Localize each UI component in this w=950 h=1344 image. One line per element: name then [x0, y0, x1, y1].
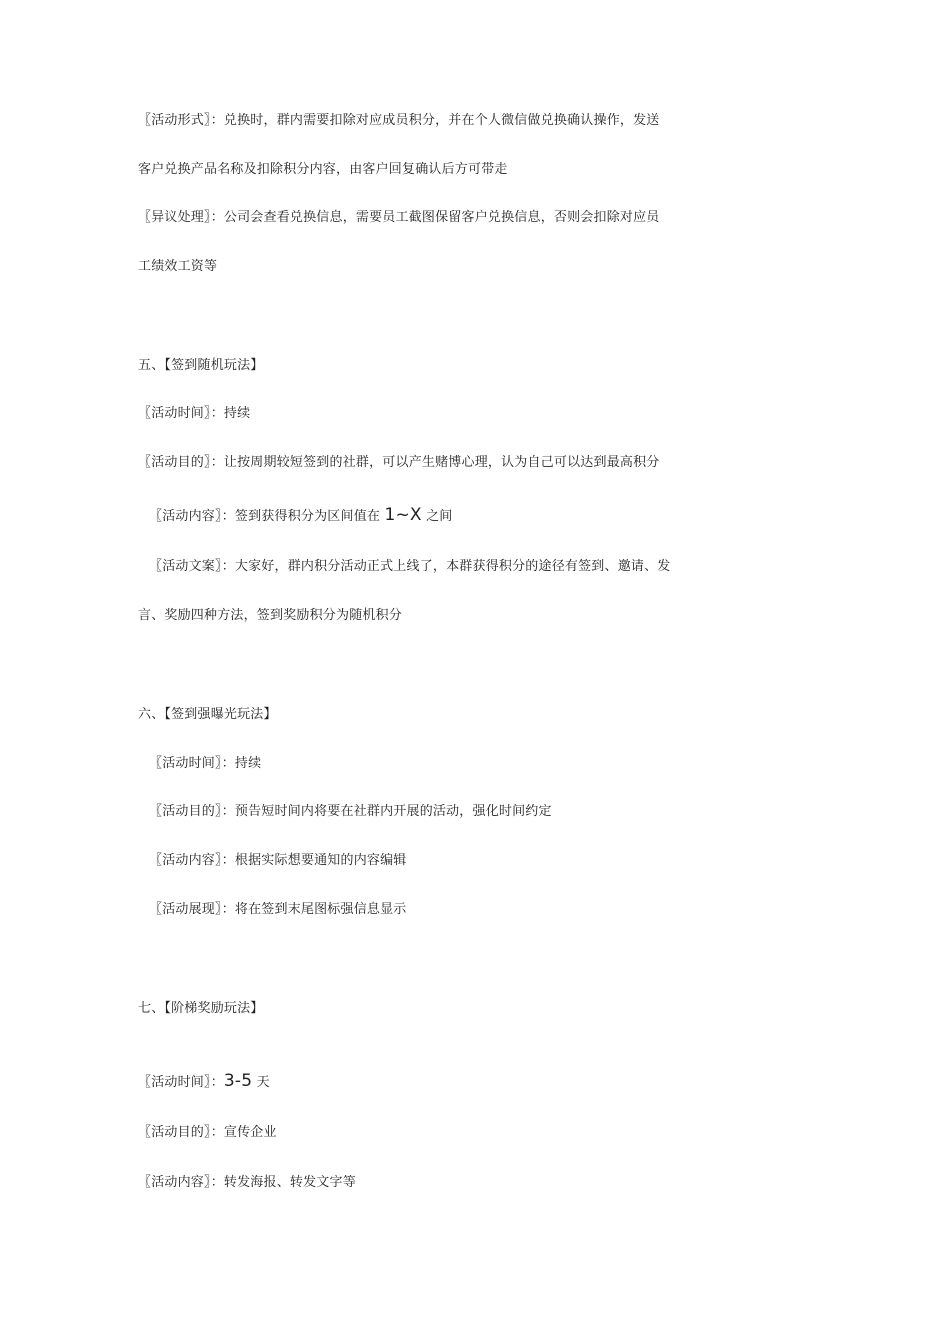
section-six-content: 〖活动内容〗：根据实际想要通知的内容编辑	[149, 853, 407, 868]
section-seven-time-prefix: 〖活动时间〗：	[138, 1075, 224, 1090]
section-five-content	[149, 506, 453, 526]
section-six-goal: 〖活动目的〗：预告短时间内将要在社群内开展的活动，强化时间约定	[149, 804, 552, 819]
section-five-copy-cont: 言、奖励四种方法，签到奖励积分为随机积分	[138, 608, 403, 623]
section-seven-content: 〖活动内容〗：转发海报、转发文字等	[138, 1175, 356, 1190]
dispute-handling-line-cont: 工绩效工资等	[138, 259, 218, 274]
section-six-time: 〖活动时间〗：持续	[149, 756, 262, 771]
activity-form-line-cont: 客户兑换产品名称及扣除积分内容，由客户回复确认后方可带走	[138, 162, 508, 177]
section-seven-time-value: 3-5	[223, 1071, 253, 1091]
section-five-goal: 〖活动目的〗：让按周期较短签到的社群，可以产生赌博心理，认为自己可以达到最高积分	[138, 455, 660, 470]
section-seven-goal: 〖活动目的〗：宣传企业	[138, 1125, 277, 1140]
section-five-content-prefix: 〖活动内容〗：签到获得积分为区间值在	[149, 509, 381, 524]
section-five-title: 五、【签到随机玩法】	[138, 358, 264, 373]
section-seven-time	[138, 1072, 270, 1092]
activity-form-line: 〖活动形式〗：兑换时，群内需要扣除对应成员积分，并在个人微信做兑换确认操作，发送	[138, 113, 660, 128]
section-five-content-range: 1~X	[384, 505, 422, 525]
section-five-copy: 〖活动文案〗：大家好，群内积分活动正式上线了，本群获得积分的途径有签到、邀请、发	[149, 559, 671, 574]
section-five-time: 〖活动时间〗：持续	[138, 406, 251, 421]
dispute-handling-line: 〖异议处理〗：公司会查看兑换信息，需要员工截图保留客户兑换信息，否则会扣除对应员	[138, 210, 660, 225]
section-five-content-suffix: 之间	[426, 509, 453, 524]
section-six-title: 六、【签到强曝光玩法】	[138, 707, 277, 722]
section-seven-title: 七、【阶梯奖励玩法】	[138, 1001, 264, 1016]
section-six-display: 〖活动展现〗：将在签到末尾图标强信息显示	[149, 902, 407, 917]
section-seven-time-unit: 天	[256, 1075, 270, 1090]
